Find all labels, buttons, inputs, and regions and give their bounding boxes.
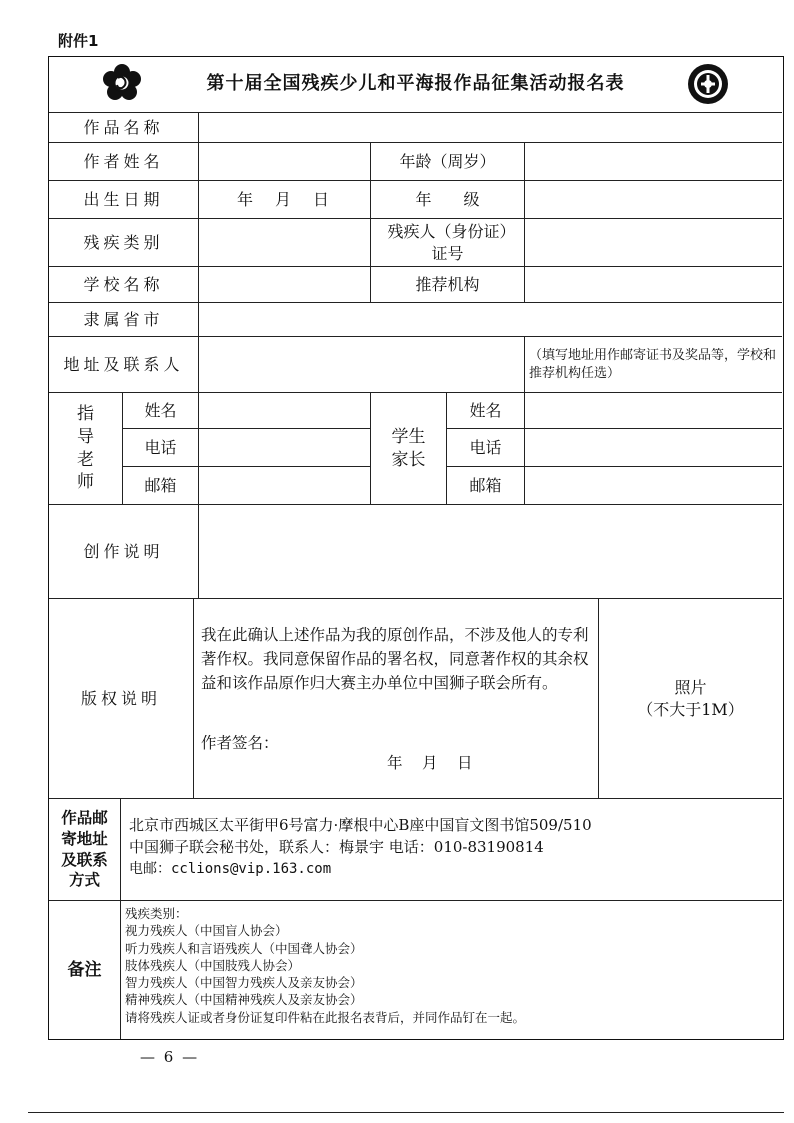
mentor-email-label: 邮箱	[123, 467, 199, 505]
grade-label: 年 级	[371, 181, 525, 219]
mailing-contact: 中国狮子联会秘书处，联系人：梅景宇 电话：010-83190814	[129, 837, 544, 856]
photo-size-limit: （不大于1M）	[637, 699, 744, 719]
parent-email-label: 邮箱	[447, 467, 525, 505]
copyright-statement: 我在此确认上述作品为我的原创作品，不涉及他人的专利著作权。我同意保留作品的署名权，同意著作权的其余权益和该作品原作归大赛主办单位中国狮子联会所有。	[201, 626, 589, 693]
mailing-address: 北京市西城区太平街甲6号富力·摩根中心B座中国盲文图书馆509/510	[129, 816, 592, 834]
disability-id-label: 残疾人（身份证）证号	[371, 219, 525, 267]
page-number: — 6 —	[140, 1048, 200, 1066]
mentor-phone-label: 电话	[123, 429, 199, 467]
recommending-org-label: 推荐机构	[371, 267, 525, 303]
disability-id-input[interactable]	[525, 219, 782, 267]
parent-group-label: 学生家长	[371, 393, 447, 505]
mentor-group-label: 指导老师	[49, 393, 123, 505]
school-name-label: 学校名称	[49, 267, 199, 303]
form-title-row	[49, 57, 782, 113]
age-label: 年龄（周岁）	[371, 143, 525, 181]
mailing-label: 作品邮寄地址及联系方式	[49, 799, 121, 901]
signature-date: 年 月 日	[387, 754, 475, 772]
notes-line: 视力残疾人（中国盲人协会）	[125, 923, 288, 939]
notes-line: 听力残疾人和言语残疾人（中国聋人协会）	[125, 940, 363, 956]
parent-name-input[interactable]	[525, 393, 782, 429]
mailing-email: 电邮：cclions@vip.163.com	[129, 860, 332, 877]
creation-note-label: 创作说明	[49, 505, 199, 599]
school-name-input[interactable]	[199, 267, 371, 303]
photo-box[interactable]	[599, 599, 782, 799]
mailing-address-block	[129, 815, 592, 879]
grade-input[interactable]	[525, 181, 782, 219]
parent-phone-input[interactable]	[525, 429, 782, 467]
notes-line: 残疾类别：	[125, 906, 188, 921]
author-signature-label: 作者签名：	[201, 734, 279, 752]
notes-list	[125, 905, 525, 1026]
birth-date-input[interactable]: 年 月 日	[199, 181, 371, 219]
mentor-phone-input[interactable]	[199, 429, 371, 467]
age-input[interactable]	[525, 143, 782, 181]
notes-label: 备注	[49, 901, 121, 1039]
photo-label: 照片	[674, 677, 707, 697]
copyright-label: 版权说明	[49, 599, 194, 799]
disability-type-input[interactable]	[199, 219, 371, 267]
author-name-label: 作者姓名	[49, 143, 199, 181]
registration-form	[48, 56, 784, 1040]
birth-date-label: 出生日期	[49, 181, 199, 219]
mentor-name-label: 姓名	[123, 393, 199, 429]
address-contact-input[interactable]	[199, 337, 525, 393]
notes-line: 肢体残疾人（中国肢残人协会）	[125, 957, 301, 973]
address-contact-label: 地址及联系人	[49, 337, 199, 393]
parent-phone-label: 电话	[447, 429, 525, 467]
disability-type-label: 残疾类别	[49, 219, 199, 267]
notes-line: 请将残疾人证或者身份证复印件粘在此报名表背后，并同作品钉在一起。	[125, 1009, 526, 1025]
parent-email-input[interactable]	[525, 467, 782, 505]
work-name-label: 作品名称	[49, 113, 199, 143]
creation-note-input[interactable]	[199, 505, 782, 599]
mentor-email-input[interactable]	[199, 467, 371, 505]
recommending-org-input[interactable]	[525, 267, 782, 303]
notes-line: 智力残疾人（中国智力残疾人及亲友协会）	[125, 975, 363, 990]
address-note: （填写地址用作邮寄证书及奖品等，学校和推荐机构任选）	[525, 337, 782, 393]
lions-club-emblem-icon	[687, 61, 729, 107]
form-title: 第十届全国残疾少儿和平海报作品征集活动报名表	[206, 73, 625, 95]
parent-name-label: 姓名	[447, 393, 525, 429]
mentor-name-input[interactable]	[199, 393, 371, 429]
author-name-input[interactable]	[199, 143, 371, 181]
bottom-divider	[28, 1112, 784, 1113]
attachment-label: 附件1	[58, 32, 99, 50]
province-input[interactable]	[199, 303, 782, 337]
province-label: 隶属省市	[49, 303, 199, 337]
work-name-input[interactable]	[199, 113, 782, 143]
flower-emblem-icon	[103, 63, 141, 103]
notes-line: 精神残疾人（中国精神残疾人及亲友协会）	[125, 992, 363, 1008]
